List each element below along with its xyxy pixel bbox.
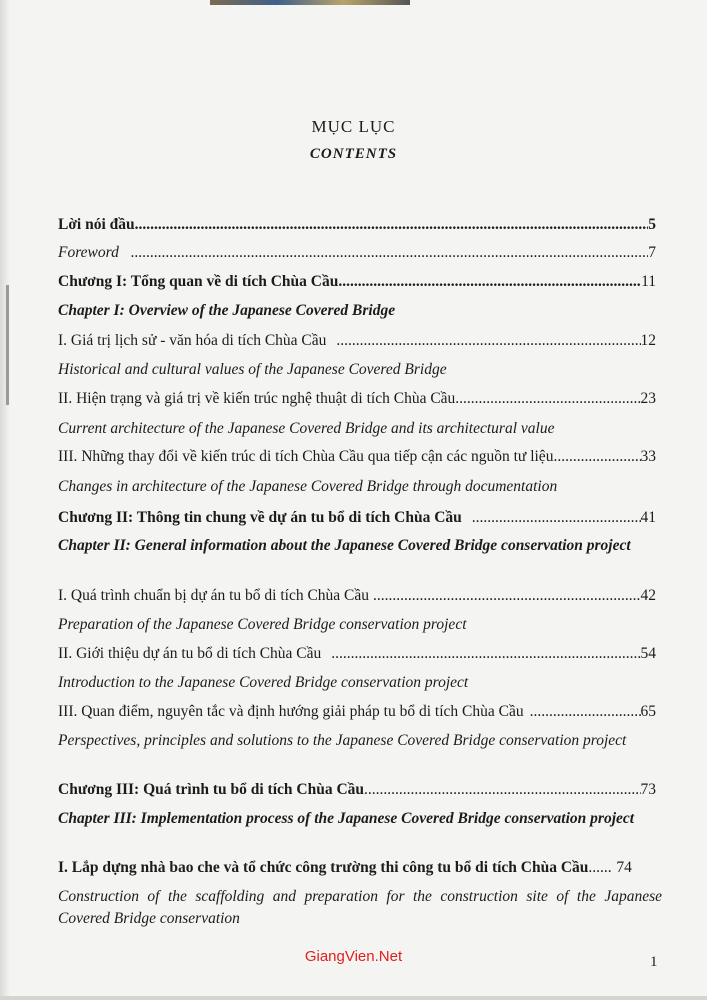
- toc-entry-1-3-en: Changes in architecture of the Japanese Covered Bridge through documentation: [58, 478, 558, 495]
- toc-entry-title: Lời nói đầu: [58, 216, 135, 233]
- dot-leader: [338, 271, 641, 293]
- toc-entry-title: I. Lắp dựng nhà bao che và tổ chức công trường thi công tu bổ di tích Chùa Cầu: [58, 859, 589, 876]
- dot-leader: [530, 701, 641, 723]
- page-bottom-edge: [0, 996, 707, 1000]
- toc-entry-2-2-en: Introduction to the Japanese Covered Bridge conservation project: [58, 674, 469, 691]
- toc-entry-title: Foreword: [58, 244, 119, 261]
- toc-page-number: 73: [640, 781, 656, 798]
- dot-leader: [373, 585, 640, 607]
- dot-leader: [588, 857, 612, 879]
- toc-page-number: 11: [641, 273, 656, 290]
- toc-entry-preface[interactable]: [58, 214, 656, 236]
- toc-entry-2-1[interactable]: [58, 585, 656, 607]
- toc-entry-chapter-2-en: Chapter II: General information about the Japanese Covered Bridge conservation project: [58, 537, 631, 554]
- dot-leader: [472, 507, 641, 529]
- toc-entry-2-1-en: Preparation of the Japanese Covered Bridge conservation project: [58, 616, 467, 633]
- toc-page-number: 5: [648, 216, 656, 233]
- binding-mark: [6, 285, 9, 405]
- footer-watermark-brand: GiangVien.Net: [304, 948, 403, 965]
- toc-entry-title: I. Quá trình chuẩn bị dự án tu bổ di tích Chùa Cầu: [58, 587, 370, 604]
- dot-leader: [135, 214, 649, 236]
- dot-leader: [364, 779, 640, 801]
- top-photo-strip: [210, 0, 410, 5]
- toc-entry-1-1[interactable]: [58, 330, 656, 352]
- toc-entry-2-3[interactable]: [58, 701, 656, 723]
- toc-page-number: 65: [640, 703, 656, 720]
- dot-leader: [131, 242, 648, 264]
- toc-entry-3-1[interactable]: [58, 857, 656, 879]
- dot-leader: [553, 446, 640, 468]
- toc-page-number: 42: [640, 587, 656, 604]
- page-number: 1: [650, 954, 658, 970]
- toc-entry-title: II. Giới thiệu dự án tu bổ di tích Chùa Cầu: [58, 645, 322, 662]
- toc-entry-title: I. Giá trị lịch sử - văn hóa di tích Chùa Cầu: [58, 332, 327, 349]
- toc-entry-foreword[interactable]: [58, 242, 656, 264]
- toc-page-number: 41: [640, 509, 656, 526]
- toc-title-english: CONTENTS: [309, 146, 398, 162]
- toc-entry-2-2[interactable]: [58, 643, 656, 665]
- toc-entry-title: III. Những thay đổi về kiến trúc di tích Chùa Cầu qua tiếp cận các nguồn tư liệu: [58, 448, 554, 465]
- toc-entry-1-1-en: Historical and cultural values of the Japanese Covered Bridge: [58, 361, 447, 378]
- toc-entry-title: II. Hiện trạng và giá trị về kiến trúc nghệ thuật di tích Chùa Cầu: [58, 390, 456, 407]
- toc-page-number: 54: [640, 645, 656, 662]
- toc-entry-chapter-3-en: Chapter III: Implementation process of the Japanese Covered Bridge conservation project: [58, 810, 635, 827]
- toc-page-number: 12: [640, 332, 656, 349]
- toc-entry-2-3-en: Perspectives, principles and solutions to the Japanese Covered Bridge conservation project: [58, 732, 627, 749]
- toc-page-number: 33: [640, 448, 656, 465]
- toc-entry-title: III. Quan điểm, nguyên tắc và định hướng giải pháp tu bổ di tích Chùa Cầu: [58, 703, 524, 720]
- toc-entry-title: Chương I: Tổng quan về di tích Chùa Cầu: [58, 273, 339, 290]
- dot-leader: [336, 330, 640, 352]
- toc-entry-1-2[interactable]: [58, 388, 656, 410]
- toc-entry-title: Chương II: Thông tin chung về dự án tu bổ di tích Chùa Cầu: [58, 509, 462, 526]
- toc-page-number: 23: [640, 390, 656, 407]
- toc-entry-3-1-en: Construction of the scaffolding and preparation for the construction site of the Japanese Covered Bridge conservation: [58, 888, 662, 927]
- toc-entry-chapter-1-en: Chapter I: Overview of the Japanese Covered Bridge: [58, 302, 396, 319]
- toc-entry-1-3[interactable]: [58, 446, 656, 468]
- toc-entry-title: Chương III: Quá trình tu bổ di tích Chùa Cầu: [58, 781, 365, 798]
- toc-page-number: 74: [616, 859, 632, 876]
- dot-leader: [455, 388, 640, 410]
- dot-leader: [331, 643, 640, 665]
- toc-entry-chapter-3[interactable]: [58, 779, 656, 801]
- toc-title-vietnamese: MỤC LỤC: [311, 117, 396, 136]
- toc-page-number: 7: [648, 244, 656, 261]
- toc-entry-chapter-1[interactable]: [58, 271, 656, 293]
- toc-entry-1-2-en: Current architecture of the Japanese Covered Bridge and its architectural value: [58, 420, 555, 437]
- toc-entry-chapter-2[interactable]: [58, 507, 656, 529]
